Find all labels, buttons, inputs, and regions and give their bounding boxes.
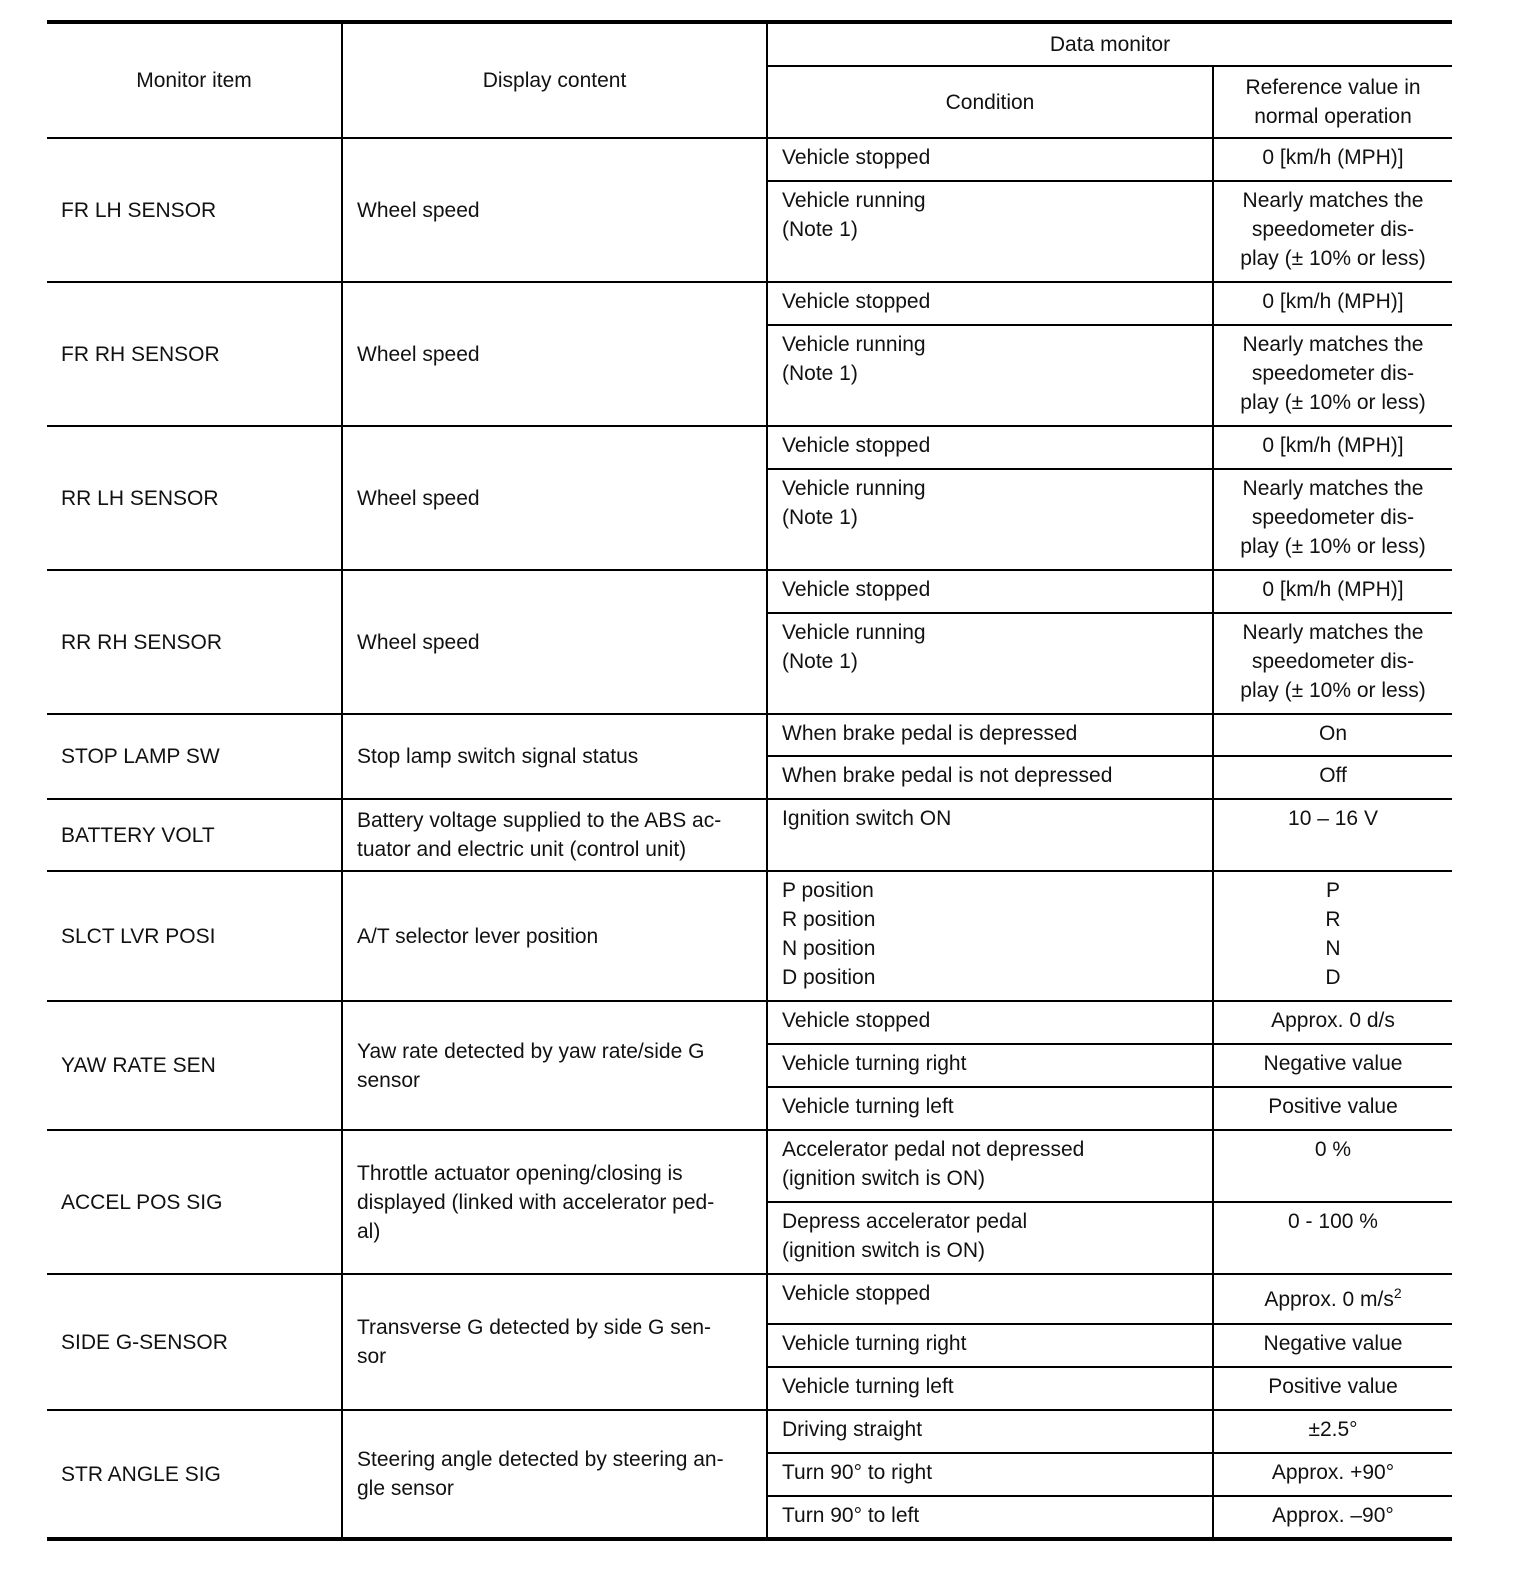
display-content-cell: Yaw rate detected by yaw rate/side G sensor (342, 1001, 767, 1130)
condition-cell: Vehicle turning left (767, 1087, 1213, 1130)
condition-cell: P position R position N position D position (767, 871, 1213, 1001)
reference-value-cell: 0 [km/h (MPH)] (1213, 426, 1452, 469)
condition-cell: Vehicle running (Note 1) (767, 325, 1213, 426)
reference-value-cell: 0 % (1213, 1130, 1452, 1202)
reference-value-cell (1213, 1274, 1452, 1324)
reference-value-cell: P R N D (1213, 871, 1452, 1001)
monitor-item-cell: SLCT LVR POSI (47, 871, 342, 1001)
display-content-cell: Transverse G detected by side G sen- sor (342, 1274, 767, 1410)
condition-cell: Turn 90° to left (767, 1496, 1213, 1539)
monitor-item-cell: YAW RATE SEN (47, 1001, 342, 1130)
reference-value-cell: 10 – 16 V (1213, 799, 1452, 871)
reference-value-cell: 0 [km/h (MPH)] (1213, 138, 1452, 181)
table-row (47, 1130, 1452, 1202)
condition-cell: When brake pedal is not depressed (767, 756, 1213, 799)
table-row (47, 1274, 1452, 1324)
table-body (47, 138, 1452, 1539)
display-content-cell: Wheel speed (342, 138, 767, 282)
data-monitor-table (47, 20, 1452, 1541)
reference-value-text: Approx. 0 m/s (1264, 1288, 1394, 1311)
reference-value-cell: Nearly matches the speedometer dis- play (± 10% or less) (1213, 469, 1452, 570)
condition-cell: Vehicle running (Note 1) (767, 469, 1213, 570)
monitor-item-cell: ACCEL POS SIG (47, 1130, 342, 1274)
display-content-cell: Wheel speed (342, 426, 767, 570)
reference-value-cell: 0 [km/h (MPH)] (1213, 570, 1452, 613)
reference-value-cell: Approx. –90° (1213, 1496, 1452, 1539)
condition-cell: Turn 90° to right (767, 1453, 1213, 1496)
reference-value-cell: Positive value (1213, 1087, 1452, 1130)
header-data-monitor: Data monitor (767, 22, 1452, 66)
condition-cell: Accelerator pedal not depressed (ignition switch is ON) (767, 1130, 1213, 1202)
table-row (47, 426, 1452, 469)
reference-value-cell: Approx. 0 d/s (1213, 1001, 1452, 1044)
condition-cell: Depress accelerator pedal (ignition switch is ON) (767, 1202, 1213, 1274)
reference-value-cell: Negative value (1213, 1324, 1452, 1367)
condition-cell: Vehicle stopped (767, 570, 1213, 613)
table-header (47, 22, 1452, 138)
condition-cell: Vehicle stopped (767, 426, 1213, 469)
display-content-cell: Stop lamp switch signal status (342, 714, 767, 799)
unit-exponent: 2 (1393, 1285, 1402, 1301)
monitor-item-cell: STOP LAMP SW (47, 714, 342, 799)
condition-cell: Vehicle turning right (767, 1324, 1213, 1367)
condition-cell: When brake pedal is depressed (767, 714, 1213, 756)
condition-cell: Vehicle turning left (767, 1367, 1213, 1410)
display-content-cell: Steering angle detected by steering an- gle sensor (342, 1410, 767, 1539)
table-row (47, 1001, 1452, 1044)
monitor-item-cell: SIDE G-SENSOR (47, 1274, 342, 1410)
display-content-cell: Wheel speed (342, 570, 767, 714)
reference-value-cell: Approx. +90° (1213, 1453, 1452, 1496)
condition-cell: Ignition switch ON (767, 799, 1213, 871)
monitor-item-cell: RR RH SENSOR (47, 570, 342, 714)
table-row (47, 714, 1452, 756)
header-reference-value: Reference value in normal operation (1213, 66, 1452, 138)
table-row (47, 138, 1452, 181)
table-row (47, 799, 1452, 871)
reference-value-cell: Off (1213, 756, 1452, 799)
monitor-item-cell: FR RH SENSOR (47, 282, 342, 426)
table-row (47, 1410, 1452, 1453)
reference-value-cell: Nearly matches the speedometer dis- play (± 10% or less) (1213, 613, 1452, 714)
display-content-cell: Battery voltage supplied to the ABS ac- tuator and electric unit (control unit) (342, 799, 767, 871)
condition-cell: Vehicle stopped (767, 1001, 1213, 1044)
condition-cell: Driving straight (767, 1410, 1213, 1453)
reference-value-cell: 0 - 100 % (1213, 1202, 1452, 1274)
reference-value-cell: Nearly matches the speedometer dis- play (± 10% or less) (1213, 181, 1452, 282)
monitor-item-cell: RR LH SENSOR (47, 426, 342, 570)
reference-value-cell: On (1213, 714, 1452, 756)
monitor-item-cell: BATTERY VOLT (47, 799, 342, 871)
header-monitor-item: Monitor item (47, 22, 342, 138)
table-row (47, 871, 1452, 1001)
condition-cell: Vehicle stopped (767, 282, 1213, 325)
display-content-cell: Wheel speed (342, 282, 767, 426)
condition-cell: Vehicle running (Note 1) (767, 181, 1213, 282)
condition-cell: Vehicle stopped (767, 138, 1213, 181)
header-condition: Condition (767, 66, 1213, 138)
display-content-cell: Throttle actuator opening/closing is displayed (linked with accelerator ped- al) (342, 1130, 767, 1274)
reference-value-cell: Negative value (1213, 1044, 1452, 1087)
condition-cell: Vehicle running (Note 1) (767, 613, 1213, 714)
reference-value-cell: ±2.5° (1213, 1410, 1452, 1453)
display-content-cell: A/T selector lever position (342, 871, 767, 1001)
reference-value-cell: Positive value (1213, 1367, 1452, 1410)
condition-cell: Vehicle turning right (767, 1044, 1213, 1087)
reference-value-cell: Nearly matches the speedometer dis- play (± 10% or less) (1213, 325, 1452, 426)
reference-value-cell: 0 [km/h (MPH)] (1213, 282, 1452, 325)
header-display-content: Display content (342, 22, 767, 138)
condition-cell: Vehicle stopped (767, 1274, 1213, 1324)
monitor-item-cell: STR ANGLE SIG (47, 1410, 342, 1539)
table-row (47, 570, 1452, 613)
monitor-item-cell: FR LH SENSOR (47, 138, 342, 282)
table-row (47, 282, 1452, 325)
